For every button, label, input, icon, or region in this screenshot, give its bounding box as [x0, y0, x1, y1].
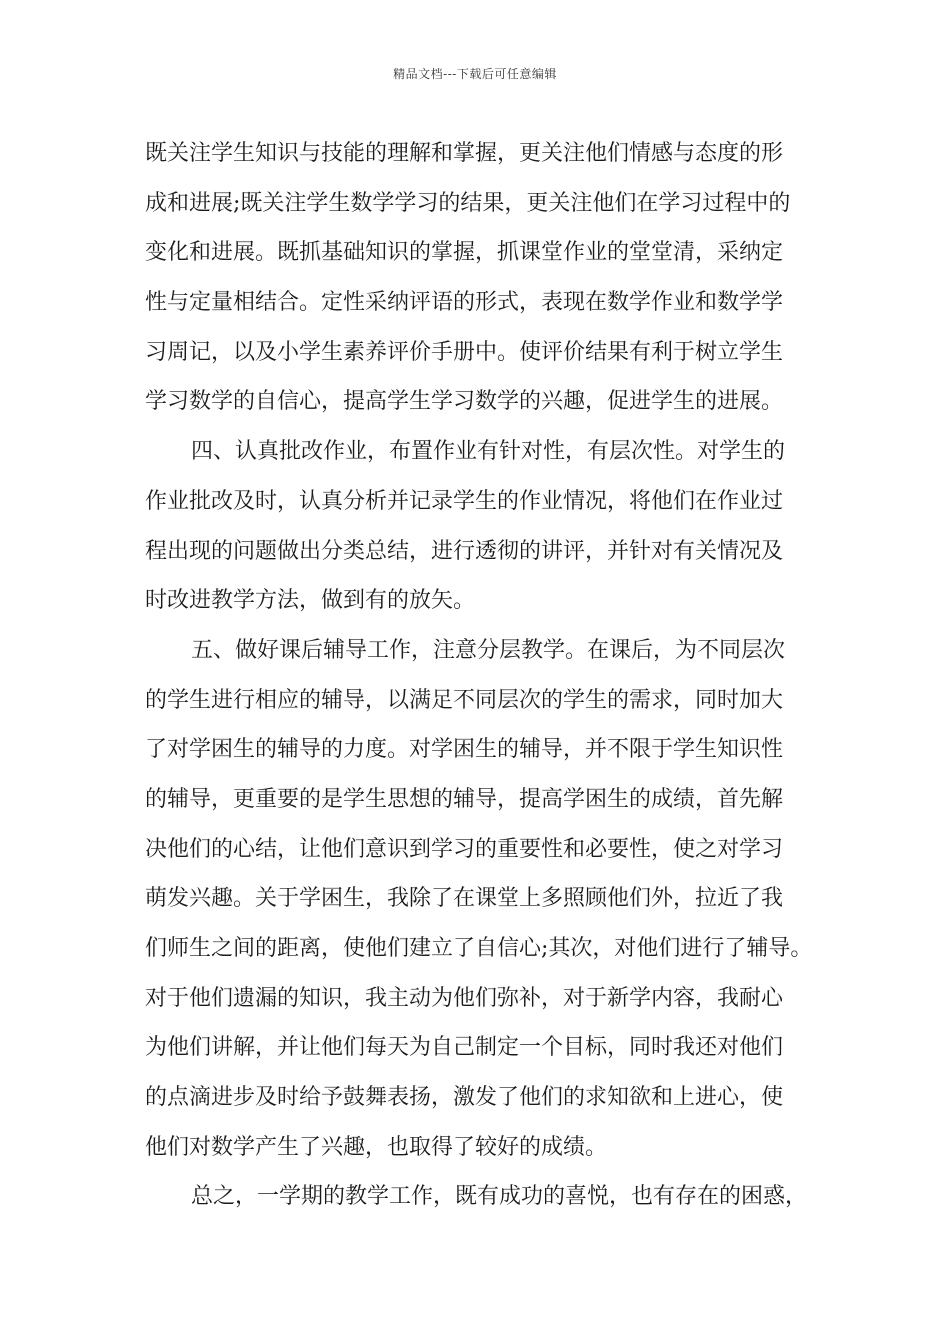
text-line: 变化和进展。既抓基础知识的掌握，抓课堂作业的堂堂清，采纳定	[145, 240, 784, 266]
text-line: 的点滴进步及时给予鼓舞表扬，激发了他们的求知欲和上进心，使	[145, 1085, 784, 1111]
text-line: 的学生进行相应的辅导，以满足不同层次的学生的需求，同时加大	[145, 687, 784, 713]
text-line: 成和进展;既关注学生数学学习的结果，更关注他们在学习过程中的	[145, 190, 791, 216]
text-line: 作业批改及时，认真分析并记录学生的作业情况，将他们在作业过	[145, 488, 784, 514]
text-line: 既关注学生知识与技能的理解和掌握，更关注他们情感与态度的形	[145, 141, 784, 166]
text-line: 习周记，以及小学生素养评价手册中。使评价结果有利于树立学生	[145, 339, 784, 365]
text-line: 学习数学的自信心，提高学生学习数学的兴趣，促进学生的进展。	[145, 389, 784, 415]
text-line: 性与定量相结合。定性采纳评语的形式，表现在数学作业和数学学	[145, 290, 784, 316]
text-line: 总之，一学期的教学工作，既有成功的喜悦，也有存在的困惑，	[191, 1184, 808, 1210]
page-header: 精品文档---下载后可任意编辑	[393, 67, 557, 81]
text-line: 的辅导，更重要的是学生思想的辅导，提高学困生的成绩，首先解	[145, 786, 784, 812]
document-body	[145, 129, 835, 1222]
text-line: 萌发兴趣。关于学困生，我除了在课堂上多照顾他们外，拉近了我	[145, 886, 784, 912]
text-line: 对于他们遗漏的知识，我主动为他们弥补，对于新学内容，我耐心	[145, 985, 784, 1011]
text-line: 他们对数学产生了兴趣，也取得了较好的成绩。	[145, 1134, 608, 1160]
text-line: 了对学困生的辅导的力度。对学困生的辅导，并不限于学生知识性	[145, 737, 784, 763]
text-line: 五、做好课后辅导工作，注意分层教学。在课后，为不同层次	[191, 637, 786, 663]
text-line: 为他们讲解，并让他们每天为自己制定一个目标，同时我还对他们	[145, 1035, 784, 1061]
text-line: 决他们的心结，让他们意识到学习的重要性和必要性，使之对学习	[145, 836, 784, 862]
text-line: 四、认真批改作业，布置作业有针对性，有层次性。对学生的	[191, 439, 786, 465]
text-line: 时改进教学方法，做到有的放矢。	[145, 588, 476, 614]
text-line: 们师生之间的距离，使他们建立了自信心;其次，对他们进行了辅导。	[145, 936, 813, 961]
text-line: 程出现的问题做出分类总结，进行透彻的讲评，并针对有关情况及	[145, 538, 784, 564]
